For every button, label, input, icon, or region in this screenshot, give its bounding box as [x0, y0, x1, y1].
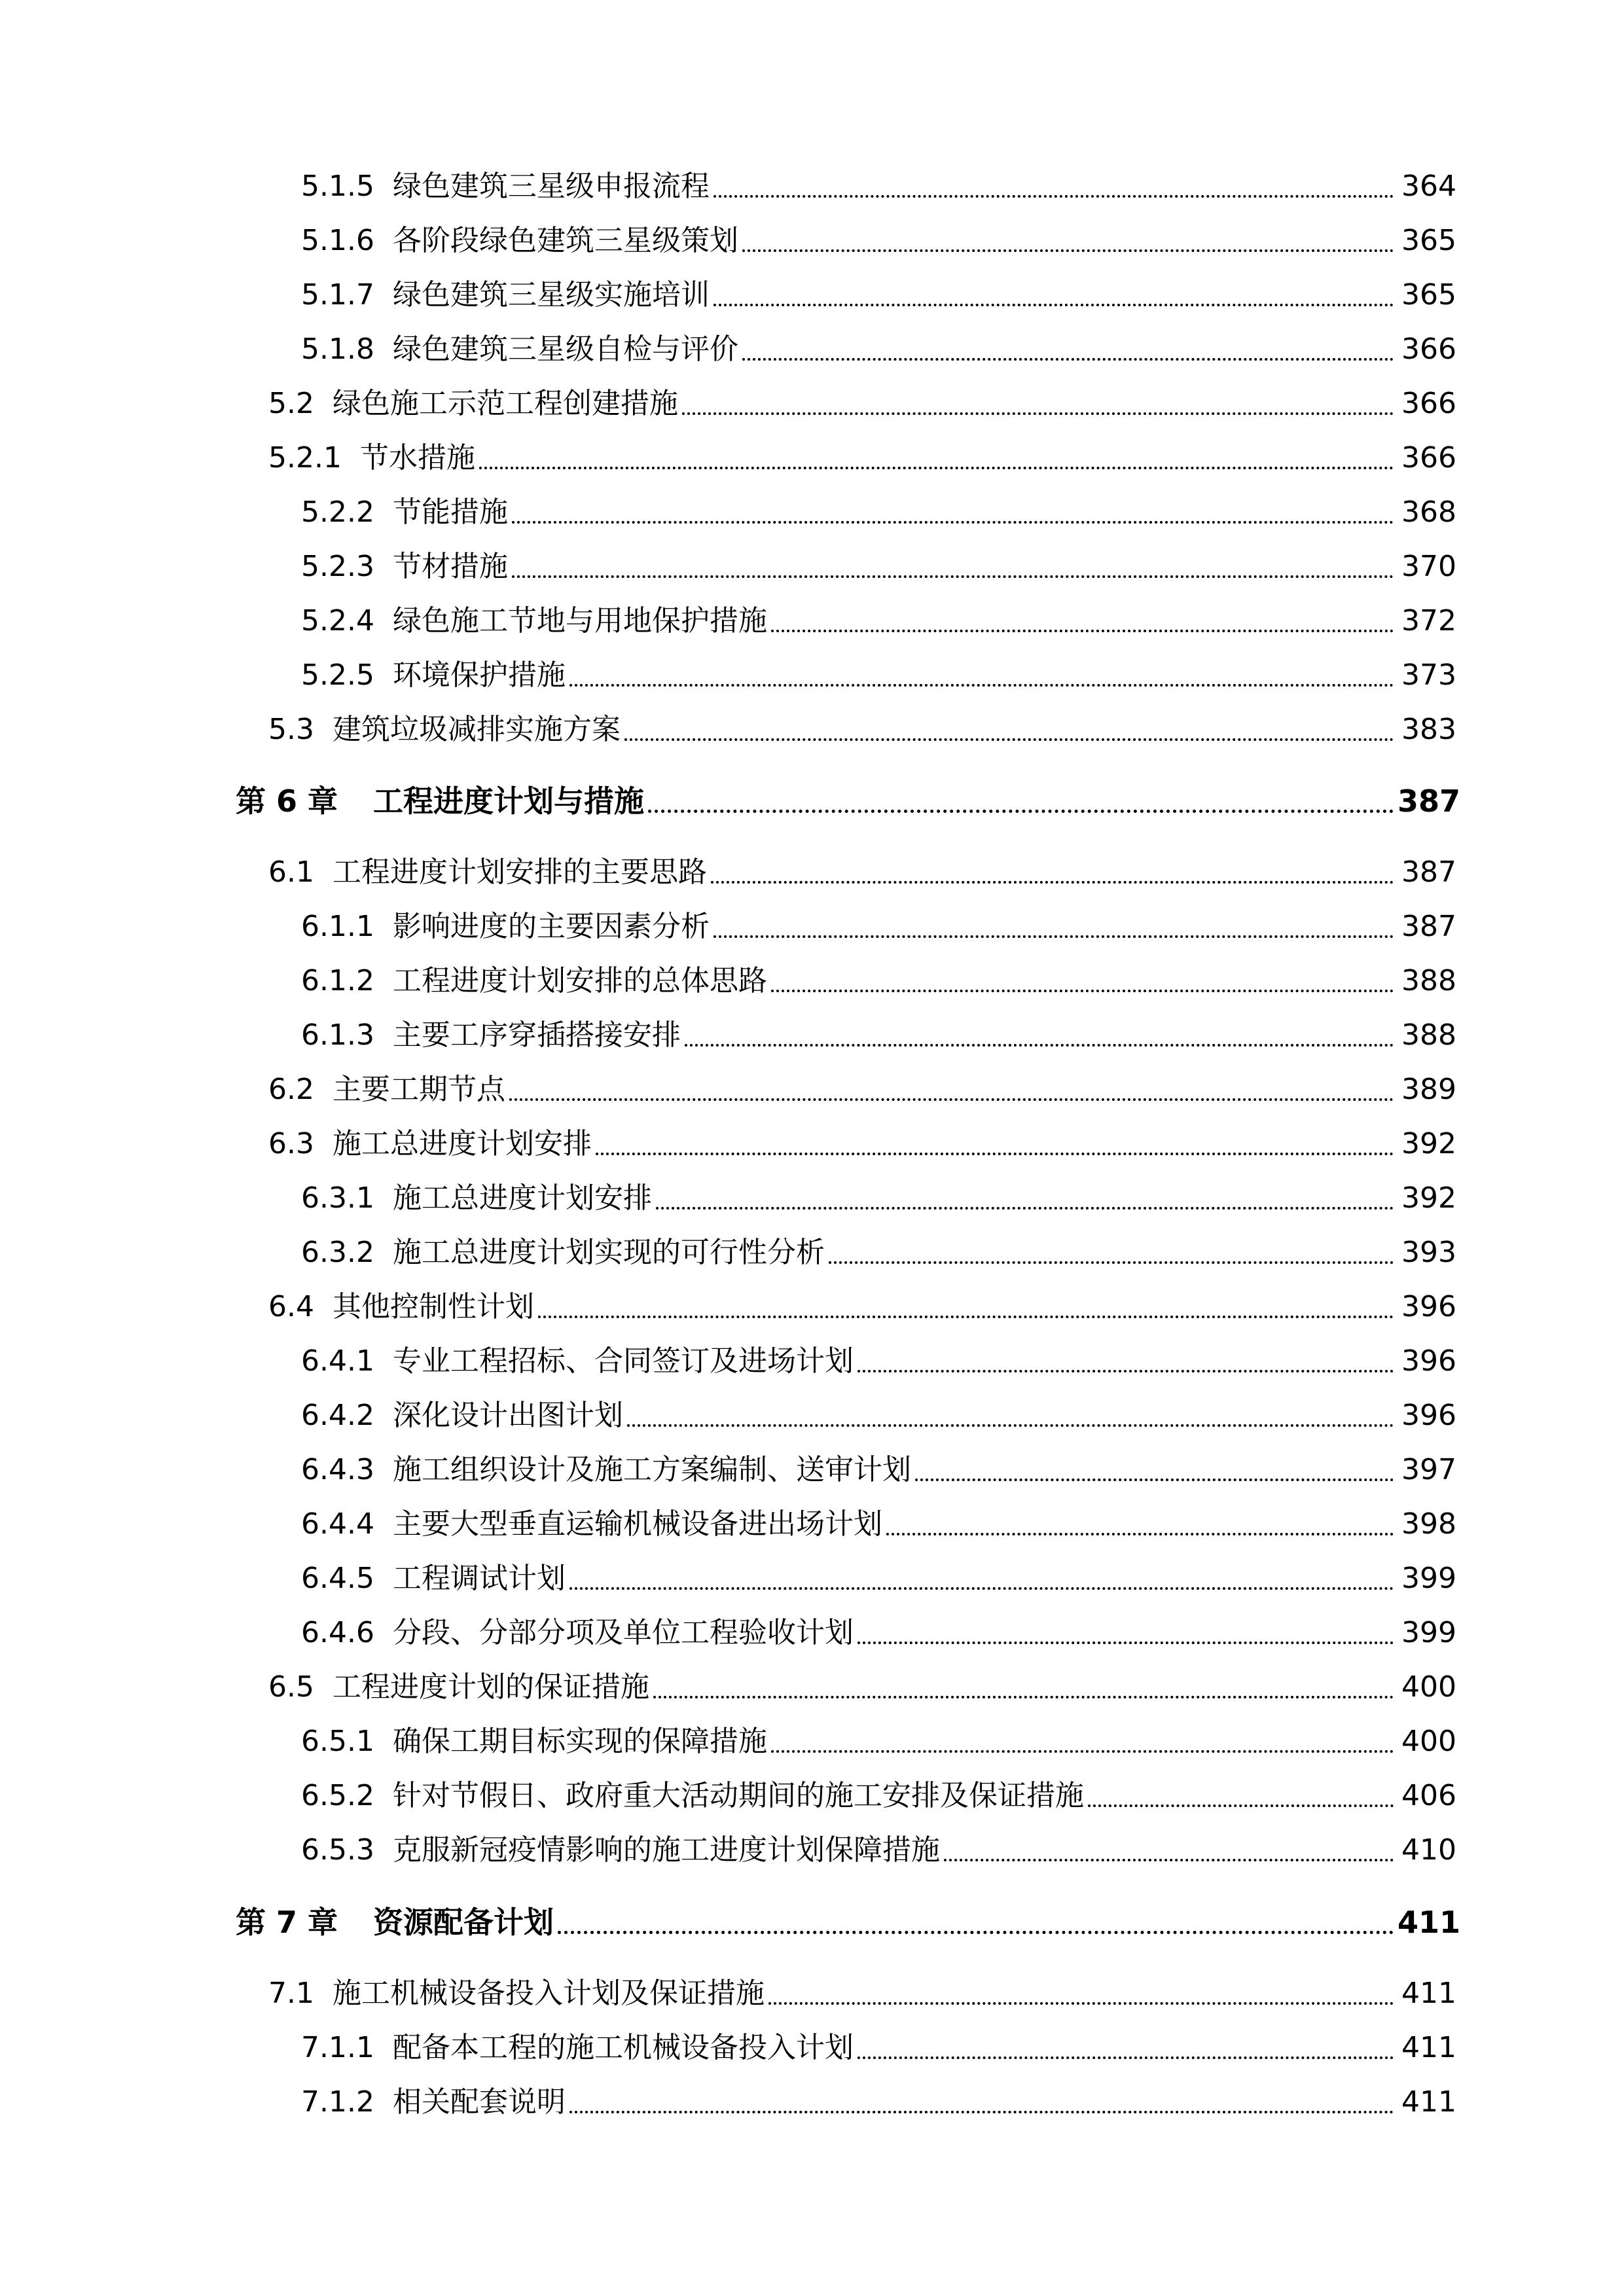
toc-page-number: 410: [1401, 1833, 1456, 1867]
dot-leader: [627, 1423, 1394, 1427]
toc-chapter-title: 工程进度计划与措施: [373, 783, 645, 819]
toc-entry[interactable]: [301, 1773, 1456, 1819]
toc-number: 5.2.3: [301, 550, 374, 583]
toc-number: 5.2.2: [301, 495, 374, 529]
toc-number: 6.5: [268, 1670, 314, 1704]
toc-page-number: 370: [1401, 550, 1456, 583]
toc-title: 克服新冠疫情影响的施工进度计划保障措施: [392, 1833, 940, 1867]
toc-page-number: 396: [1401, 1290, 1456, 1323]
toc-entry[interactable]: [268, 1067, 1456, 1113]
dot-leader: [713, 194, 1394, 198]
dot-leader: [713, 302, 1394, 306]
dot-leader: [538, 1314, 1394, 1318]
toc-title: 环境保护措施: [392, 658, 566, 692]
toc-page-number: 397: [1401, 1453, 1456, 1486]
toc-title: 节能措施: [392, 495, 508, 529]
toc-entry[interactable]: [301, 1338, 1456, 1384]
toc-number: 6.5.3: [301, 1833, 374, 1867]
toc-page-number: 388: [1401, 1018, 1456, 1052]
dot-leader: [653, 1695, 1394, 1698]
dot-leader: [829, 1260, 1394, 1264]
toc-number: 6.4.3: [301, 1453, 374, 1486]
toc-page-number: 398: [1401, 1507, 1456, 1541]
toc-entry[interactable]: [301, 904, 1456, 950]
toc-page-number: 365: [1401, 224, 1456, 257]
toc-title: 绿色建筑三星级实施培训: [392, 278, 710, 312]
dot-leader: [713, 934, 1394, 938]
toc-page-number: 411: [1401, 2085, 1456, 2119]
dot-leader: [771, 628, 1394, 632]
toc-entry[interactable]: [301, 327, 1456, 372]
toc-number: 6.3.2: [301, 1236, 374, 1269]
toc-entry[interactable]: [268, 1284, 1456, 1330]
toc-title: 绿色建筑三星级申报流程: [392, 170, 710, 203]
toc-title: 施工组织设计及施工方案编制、送审计划: [392, 1453, 911, 1486]
toc-page-number: 388: [1401, 964, 1456, 997]
toc-title: 确保工期目标实现的保障措施: [392, 1725, 767, 1758]
toc-chapter[interactable]: [236, 1899, 1461, 1945]
toc-title: 各阶段绿色建筑三星级策划: [392, 224, 738, 257]
dot-leader: [857, 1369, 1394, 1372]
toc-entry[interactable]: [301, 1230, 1456, 1276]
toc-number: 6.5.2: [301, 1779, 374, 1812]
toc-title: 工程进度计划安排的主要思路: [332, 855, 707, 889]
dot-leader: [915, 1477, 1394, 1481]
toc-entry[interactable]: [301, 1393, 1456, 1439]
toc-entry[interactable]: [301, 598, 1456, 644]
dot-leader: [569, 1586, 1394, 1590]
dot-leader: [569, 2109, 1394, 2113]
toc-title: 深化设计出图计划: [392, 1399, 623, 1432]
toc-entry[interactable]: [301, 1013, 1456, 1058]
dot-leader: [857, 1640, 1394, 1644]
toc-number: 6.4.5: [301, 1562, 374, 1595]
dot-leader: [711, 880, 1394, 884]
toc-page-number: 400: [1401, 1670, 1456, 1704]
toc-title: 主要工期节点: [332, 1073, 505, 1106]
toc-title: 节材措施: [392, 550, 508, 583]
toc-title: 影响进度的主要因素分析: [392, 910, 710, 943]
dot-leader: [624, 737, 1394, 741]
toc-number: 6.1.3: [301, 1018, 374, 1052]
toc-page-number: 373: [1401, 658, 1456, 692]
toc-entry[interactable]: [301, 544, 1456, 590]
toc-entry[interactable]: [268, 435, 1456, 481]
dot-leader: [512, 574, 1394, 578]
toc-entry[interactable]: [301, 1610, 1456, 1656]
toc-number: 5.1.8: [301, 332, 374, 366]
toc-number: 5.1.5: [301, 170, 374, 203]
toc-entry[interactable]: [301, 958, 1456, 1004]
toc-page-number: 396: [1401, 1399, 1456, 1432]
dot-leader: [742, 357, 1394, 361]
toc-page-number: 392: [1401, 1181, 1456, 1215]
toc-title: 其他控制性计划: [332, 1290, 534, 1323]
toc-number: 5.2.4: [301, 604, 374, 637]
toc-entry[interactable]: [301, 2079, 1456, 2125]
toc-number: 5.2.5: [301, 658, 374, 692]
toc-number: 6.4.1: [301, 1344, 374, 1378]
toc-number: 6.3.1: [301, 1181, 374, 1215]
toc-number: 7.1: [268, 1977, 314, 2010]
toc-number: 6.1.1: [301, 910, 374, 943]
toc-title: 建筑垃圾减排实施方案: [332, 713, 621, 746]
toc-entry[interactable]: [301, 1827, 1456, 1873]
dot-leader: [682, 411, 1394, 415]
toc-entry[interactable]: [268, 381, 1456, 427]
toc-page-number: 389: [1401, 1073, 1456, 1106]
dot-leader: [512, 520, 1394, 524]
toc-number: 6.4.6: [301, 1616, 374, 1649]
toc-number: 6.1: [268, 855, 314, 889]
toc-number: 6.5.1: [301, 1725, 374, 1758]
toc-page-number: 366: [1401, 387, 1456, 420]
toc-entry[interactable]: [268, 1121, 1456, 1167]
toc-page-number: 387: [1398, 783, 1461, 819]
toc-title: 专业工程招标、合同签订及进场计划: [392, 1344, 854, 1378]
toc-page-number: 411: [1398, 1905, 1461, 1940]
dot-leader: [771, 988, 1394, 992]
toc-number: 6.2: [268, 1073, 314, 1106]
toc-title: 分段、分部分项及单位工程验收计划: [392, 1616, 854, 1649]
toc-entry[interactable]: [301, 1175, 1456, 1221]
toc-title: 配备本工程的施工机械设备投入计划: [392, 2031, 854, 2064]
toc-number: 5.2.1: [268, 441, 342, 475]
toc-title: 主要大型垂直运输机械设备进出场计划: [392, 1507, 882, 1541]
toc-entry[interactable]: [301, 1447, 1456, 1493]
toc-title: 工程调试计划: [392, 1562, 566, 1595]
toc-number: 6.1.2: [301, 964, 374, 997]
toc-page-number: 396: [1401, 1344, 1456, 1378]
dot-leader: [656, 1206, 1394, 1210]
toc-page-number: 372: [1401, 604, 1456, 637]
toc-entry[interactable]: [301, 272, 1456, 318]
toc-title: 绿色施工示范工程创建措施: [332, 387, 678, 420]
dot-leader: [742, 248, 1394, 252]
toc-chapter-number: 第 6 章: [236, 783, 338, 819]
toc-number: 7.1.1: [301, 2031, 374, 2064]
toc-page-number: 406: [1401, 1779, 1456, 1812]
toc-page-number: 365: [1401, 278, 1456, 312]
toc-page-number: 392: [1401, 1127, 1456, 1160]
toc-page-number: 383: [1401, 713, 1456, 746]
dot-leader: [1088, 1803, 1394, 1807]
toc-number: 6.4: [268, 1290, 314, 1323]
dot-leader: [479, 465, 1394, 469]
toc-page-number: 366: [1401, 332, 1456, 366]
toc-title: 工程进度计划安排的总体思路: [392, 964, 767, 997]
toc-page-number: 366: [1401, 441, 1456, 475]
toc-entry[interactable]: [301, 1556, 1456, 1602]
dot-leader: [648, 808, 1394, 813]
toc-title: 针对节假日、政府重大活动期间的施工安排及保证措施: [392, 1779, 1084, 1812]
toc-number: 7.1.2: [301, 2085, 374, 2119]
toc-entry[interactable]: [301, 1719, 1456, 1765]
toc-title: 施工总进度计划实现的可行性分析: [392, 1236, 825, 1269]
toc-entry[interactable]: [268, 850, 1456, 895]
toc-page-number: 411: [1401, 2031, 1456, 2064]
toc-number: 6.3: [268, 1127, 314, 1160]
toc-number: 6.4.2: [301, 1399, 374, 1432]
toc-page-number: 399: [1401, 1562, 1456, 1595]
toc-chapter[interactable]: [236, 778, 1461, 824]
toc-title: 施工机械设备投入计划及保证措施: [332, 1977, 765, 2010]
toc-page-number: 387: [1401, 855, 1456, 889]
toc-entry[interactable]: [301, 2025, 1456, 2071]
dot-leader: [509, 1097, 1394, 1101]
toc-title: 绿色施工节地与用地保护措施: [392, 604, 767, 637]
toc-entry[interactable]: [268, 707, 1456, 753]
toc-page-number: 411: [1401, 1977, 1456, 2010]
dot-leader: [596, 1151, 1394, 1155]
toc-number: 5.2: [268, 387, 314, 420]
toc-number: 5.1.6: [301, 224, 374, 257]
toc-page-number: 400: [1401, 1725, 1456, 1758]
toc-entry[interactable]: [301, 490, 1456, 535]
toc-chapter-number: 第 7 章: [236, 1905, 338, 1940]
toc-entry[interactable]: [301, 218, 1456, 264]
toc-number: 5.1.7: [301, 278, 374, 312]
toc-entry[interactable]: [301, 653, 1456, 698]
toc-title: 节水措施: [359, 441, 475, 475]
dot-leader: [569, 683, 1394, 687]
toc-number: 6.4.4: [301, 1507, 374, 1541]
toc-page-number: 393: [1401, 1236, 1456, 1269]
toc-page-number: 399: [1401, 1616, 1456, 1649]
toc-title: 施工总进度计划安排: [392, 1181, 652, 1215]
dot-leader: [768, 2001, 1394, 2005]
toc-title: 施工总进度计划安排: [332, 1127, 592, 1160]
toc-title: 绿色建筑三星级自检与评价: [392, 332, 738, 366]
toc-entry[interactable]: [268, 1664, 1456, 1710]
toc-title: 相关配套说明: [392, 2085, 566, 2119]
toc-entry[interactable]: [301, 1501, 1456, 1547]
toc-page-number: 368: [1401, 495, 1456, 529]
toc-entry[interactable]: [301, 164, 1456, 209]
toc-title: 工程进度计划的保证措施: [332, 1670, 649, 1704]
toc-page-number: 387: [1401, 910, 1456, 943]
toc-title: 主要工序穿插搭接安排: [392, 1018, 681, 1052]
toc-number: 5.3: [268, 713, 314, 746]
dot-leader: [771, 1749, 1394, 1753]
dot-leader: [944, 1857, 1394, 1861]
toc-chapter-title: 资源配备计划: [373, 1905, 554, 1940]
dot-leader: [886, 1532, 1394, 1535]
dot-leader: [558, 1929, 1394, 1934]
dot-leader: [857, 2055, 1394, 2059]
toc-page-number: 364: [1401, 170, 1456, 203]
toc-entry[interactable]: [268, 1971, 1456, 2017]
dot-leader: [685, 1043, 1394, 1047]
